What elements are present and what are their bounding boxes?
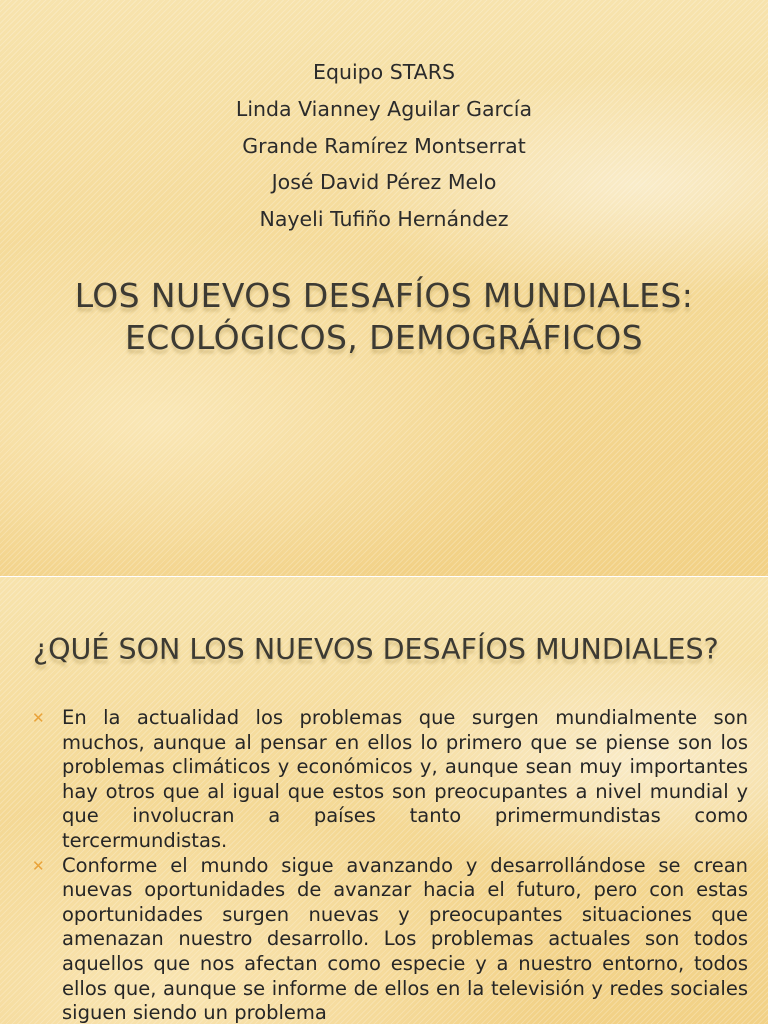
team-name: Equipo STARS	[313, 60, 455, 84]
title-line: LOS NUEVOS DESAFÍOS MUNDIALES:	[74, 276, 694, 315]
presentation-title	[0, 275, 768, 359]
title-line: ECOLÓGICOS, DEMOGRÁFICOS	[124, 318, 644, 357]
bullet-list	[32, 706, 748, 1026]
cross-bullet-icon: ✕	[32, 856, 45, 875]
member-name: Grande Ramírez Montserrat	[242, 133, 526, 158]
team-credits	[0, 54, 768, 238]
member-name: Nayeli Tufiño Hernández	[259, 207, 509, 232]
list-item	[32, 706, 748, 854]
slide-heading: ¿QUÉ SON LOS NUEVOS DESAFÍOS MUNDIALES?	[33, 633, 719, 666]
cross-bullet-icon: ✕	[32, 709, 45, 727]
member-name: José David Pérez Melo	[271, 170, 497, 195]
bullet-text: En la actualidad los problemas que surgen mundialmente son muchos, aunque al pensar en ellos lo primero que se piense son los problemas climáticos y económicos y, aunque sean muy importantes hay otros que al igual que estos son preocupantes a nivel mundial y que involucran a países tanto primermundistas como tercermundistas.	[62, 706, 748, 852]
bullet-text: Conforme el mundo sigue avanzando y desarrollándose se crean nuevas oportunidades de avanzar hacia el futuro, pero con estas oportunidades surgen nuevas y preocupantes situaciones que amenazan nuestro desarrollo. Los problemas actuales son todos aquellos que nos afectan como especie y a nuestro entorno, todos ellos que, aunque se informe de ellos en la televisión y redes sociales siguen siendo un problema	[62, 853, 748, 1025]
member-name: Linda Vianney Aguilar García	[235, 96, 533, 121]
list-item	[32, 854, 748, 1026]
